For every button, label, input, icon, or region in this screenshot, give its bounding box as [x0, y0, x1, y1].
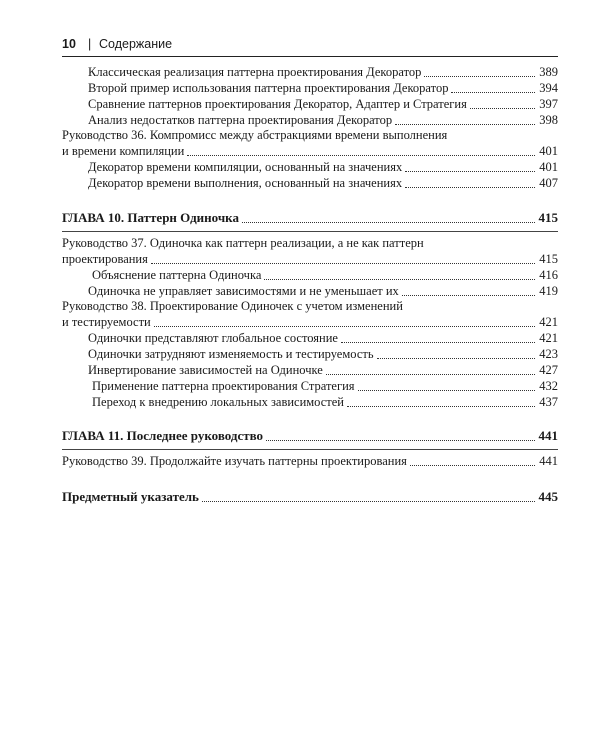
toc-entry [92, 378, 558, 394]
leader-dots [470, 107, 535, 109]
toc-entry-page: 423 [539, 347, 558, 361]
toc-entry-page: 398 [539, 113, 558, 127]
toc-chapter-title: ГЛАВА 11. Последнее руководство [62, 428, 264, 443]
leader-dots [326, 373, 535, 375]
toc-entry-title: Инвертирование зависимостей на Одиночке [88, 363, 323, 377]
toc-entry-title: Объяснение паттерна Одиночка [92, 268, 262, 282]
toc-entry-title-line1: Руководство 37. Одиночка как паттерн реализации, а не как паттерн [62, 236, 424, 250]
toc-entry-page: 441 [539, 454, 558, 468]
toc-entry [88, 80, 558, 96]
leader-dots [451, 91, 535, 93]
leader-dots [405, 170, 535, 172]
toc-entry [62, 453, 558, 469]
toc-entry [88, 362, 558, 378]
toc-entry [92, 394, 558, 410]
toc-entry-title: Переход к внедрению локальных зависимостей [92, 395, 344, 409]
toc-entry-title: Анализ недостатков паттерна проектирования Декоратор [88, 113, 393, 127]
toc-chapter [62, 428, 558, 444]
leader-dots [402, 294, 535, 296]
leader-dots [410, 464, 535, 466]
toc-entry-page: 407 [539, 176, 558, 190]
leader-dots [264, 278, 535, 280]
toc-entry-title-line2: и времени компиляции [62, 144, 185, 158]
toc-entry-page: 416 [539, 268, 558, 282]
toc-entry-title: Декоратор времени компиляции, основанный на значениях [88, 160, 403, 174]
toc-entry [88, 283, 558, 299]
leader-dots [341, 341, 535, 343]
toc-entry-page: 401 [539, 160, 558, 174]
toc-entry-page: 401 [539, 144, 558, 158]
toc-entry-title: Одиночки затрудняют изменяемость и тестируемость [88, 347, 374, 361]
leader-dots [347, 405, 535, 407]
toc-entry-title: Классическая реализация паттерна проектирования Декоратор [88, 65, 422, 79]
toc-entry [88, 64, 558, 80]
toc-entry-title: Одиночка не управляет зависимостями и не уменьшает их [88, 284, 399, 298]
leader-dots [424, 75, 535, 77]
toc-entry [88, 96, 558, 112]
leader-dots [358, 389, 535, 391]
leader-dots [151, 262, 535, 264]
toc-entry-title-line1: Руководство 38. Проектирование Одиночек с учетом изменений [62, 299, 403, 313]
toc-entry-page: 389 [539, 65, 558, 79]
toc-entry-title: Одиночки представляют глобальное состояние [88, 331, 338, 345]
toc-index-page: 445 [538, 489, 558, 504]
toc-entry [92, 267, 558, 283]
toc-entry-title-line1: Руководство 36. Компромисс между абстракциями времени выполнения [62, 128, 448, 142]
leader-dots [187, 154, 535, 156]
toc-entry [88, 159, 558, 175]
toc-chapter-page: 441 [538, 428, 558, 443]
running-header [62, 34, 558, 57]
page-number: 10 [62, 37, 76, 51]
toc-entry-page: 394 [539, 81, 558, 95]
toc-entry-page: 415 [539, 252, 558, 266]
toc-entry-page: 437 [539, 395, 558, 409]
toc-chapter-title: ГЛАВА 10. Паттерн Одиночка [62, 210, 239, 225]
toc-entry-title: Сравнение паттернов проектирования Декоратор, Адаптер и Стратегия [88, 97, 467, 111]
toc-chapter [62, 210, 558, 226]
toc-chapter-page: 415 [538, 210, 558, 225]
toc-entry-title-line2: проектирования [62, 252, 148, 266]
toc-entry-page: 427 [539, 363, 558, 377]
toc-index [62, 489, 558, 505]
toc-entry-title: Применение паттерна проектирования Стратегия [92, 379, 355, 393]
leader-dots [377, 357, 535, 359]
leader-dots [242, 221, 535, 223]
leader-dots [154, 325, 535, 327]
leader-dots [266, 439, 535, 441]
toc-entry-page: 397 [539, 97, 558, 111]
leader-dots [405, 186, 535, 188]
toc-entry-title: Руководство 39. Продолжайте изучать паттерны проектирования [62, 454, 407, 468]
chapter-divider [62, 449, 558, 450]
header-separator: | [88, 37, 92, 51]
toc-entry [88, 175, 558, 191]
chapter-divider [62, 231, 558, 232]
toc-entry-page: 419 [539, 284, 558, 298]
toc-entry [88, 346, 558, 362]
toc-index-title: Предметный указатель [62, 489, 199, 504]
toc-entry-title: Второй пример использования паттерна проектирования Декоратор [88, 81, 449, 95]
running-title: Содержание [99, 37, 173, 51]
toc-entry-page: 421 [539, 331, 558, 345]
toc-entry [88, 330, 558, 346]
toc-entry-title-line2: и тестируемости [62, 315, 151, 329]
toc-entry-page: 432 [539, 379, 558, 393]
toc-entry [88, 112, 558, 128]
toc-entry-title: Декоратор времени выполнения, основанный на значениях [88, 176, 403, 190]
toc-entry-page: 421 [539, 315, 558, 329]
leader-dots [202, 500, 535, 502]
leader-dots [395, 123, 535, 125]
